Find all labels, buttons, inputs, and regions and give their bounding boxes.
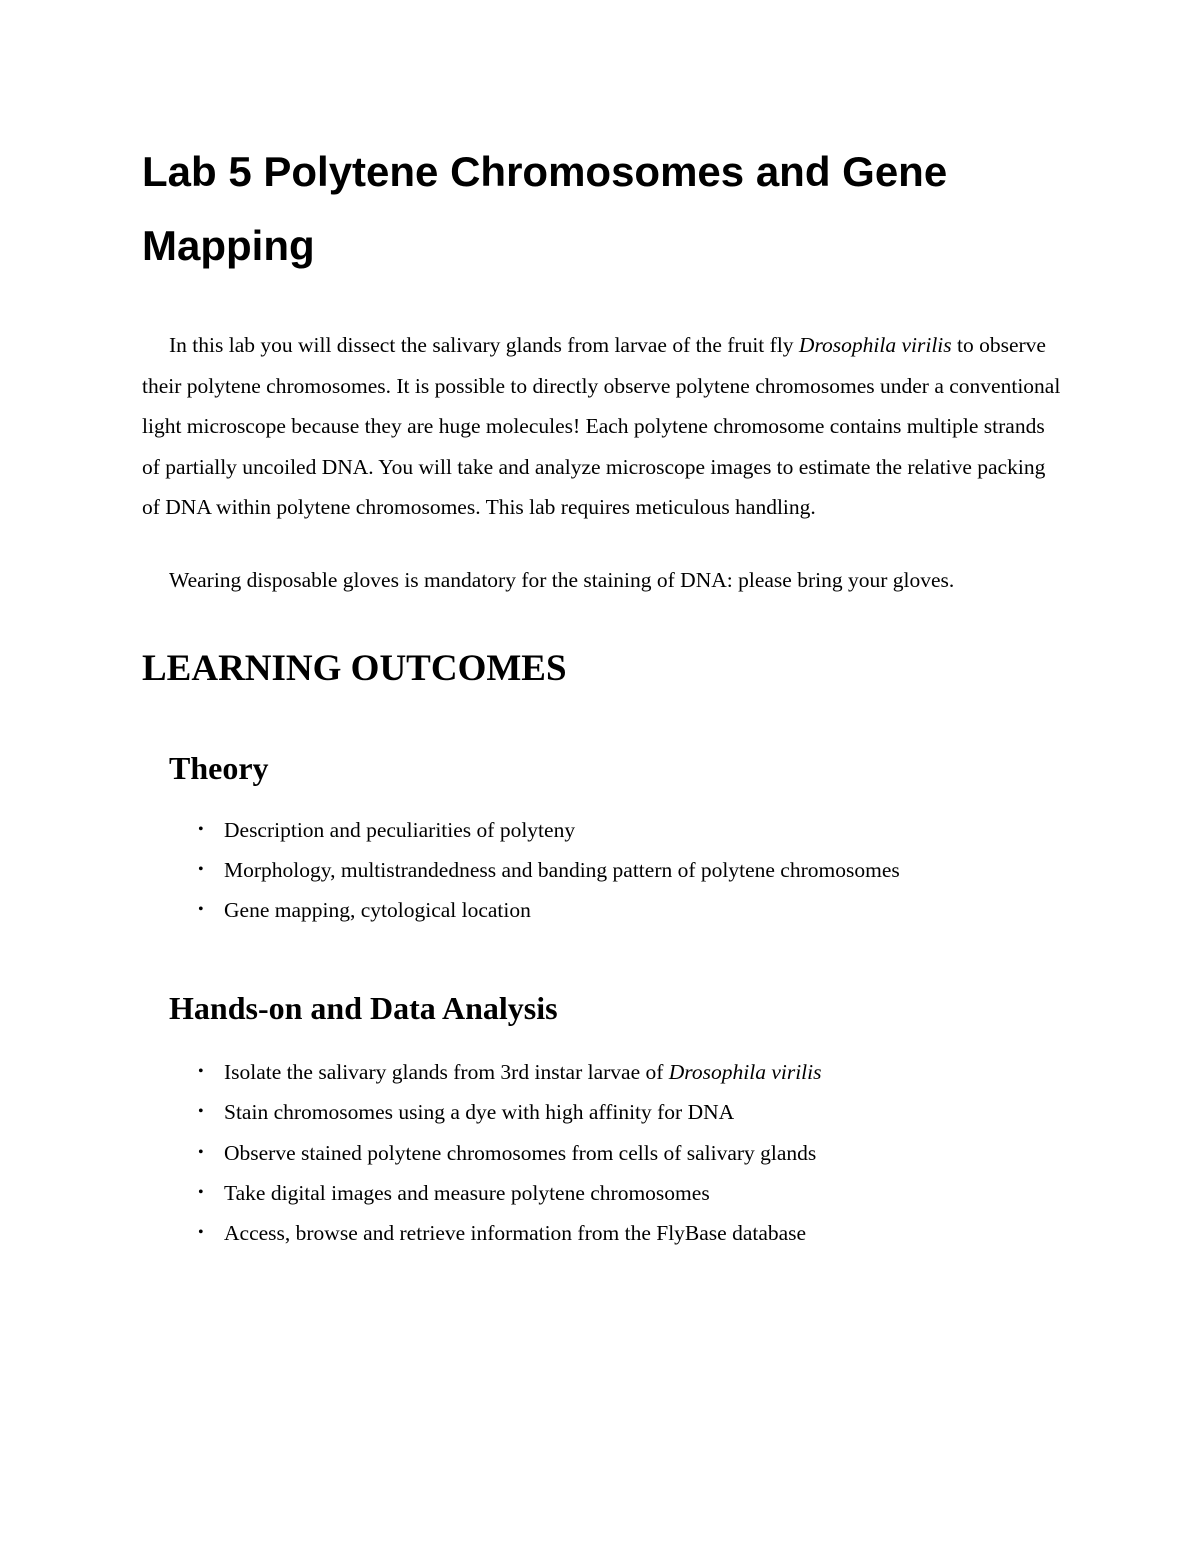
- intro-text-end: to observe their polytene chromosomes. It is possible to directly observe polytene chromosomes under a conventional light microscope because they are huge molecules! Each polytene chromosome contains multiple strands of partially uncoiled DNA. You will take and analyze microscope images to estimate the relative packing of DNA within polytene chromosomes. This lab requires meticulous handling.: [142, 333, 1061, 520]
- bullet-icon: •: [198, 1103, 204, 1121]
- list-item-text: Take digital images and measure polytene chromosomes: [224, 1181, 710, 1205]
- bullet-icon: •: [198, 1143, 204, 1161]
- intro-text-start: In this lab you will dissect the salivary glands from larvae of the fruit fly: [169, 333, 799, 357]
- theory-list: [142, 810, 1062, 931]
- theory-heading: Theory: [169, 749, 269, 786]
- list-item-text: Gene mapping, cytological location: [224, 898, 531, 923]
- bullet-icon: •: [198, 1062, 204, 1080]
- list-item: [198, 810, 1062, 850]
- bullet-icon: •: [198, 901, 204, 919]
- bullet-icon: •: [198, 860, 204, 878]
- list-item: [198, 1173, 1062, 1213]
- hands-on-heading: Hands-on and Data Analysis: [169, 989, 558, 1026]
- list-item: [198, 1133, 1062, 1173]
- list-item-text: Morphology, multistrandedness and banding pattern of polytene chromosomes: [224, 857, 900, 882]
- bullet-icon: •: [198, 1224, 204, 1242]
- intro-paragraph: [142, 325, 1062, 528]
- list-item: [198, 890, 1062, 930]
- list-item-text: Access, browse and retrieve information from the FlyBase database: [224, 1221, 807, 1246]
- list-item: [198, 1092, 1062, 1132]
- document-content: [142, 135, 1062, 1254]
- list-item-text: Description and peculiarities of polyteny: [224, 817, 576, 842]
- intro-species-name: Drosophila virilis: [798, 333, 952, 357]
- hands-on-list: [142, 1052, 1062, 1254]
- bullet-icon: •: [198, 1184, 204, 1201]
- list-item: [198, 850, 1062, 890]
- list-item-text: Isolate the salivary glands from 3rd instar larvae of: [224, 1059, 669, 1084]
- document-title: Lab 5 Polytene Chromosomes and Gene Mapping: [142, 148, 948, 269]
- list-item: [198, 1052, 1062, 1092]
- list-item: [198, 1213, 1062, 1253]
- bullet-icon: •: [198, 820, 204, 838]
- list-item-species-name: Drosophila virilis: [668, 1059, 822, 1084]
- gloves-note: Wearing disposable gloves is mandatory for the staining of DNA: please bring your gloves.: [169, 567, 955, 592]
- learning-outcomes-heading: LEARNING OUTCOMES: [142, 647, 567, 689]
- list-item-text: Stain chromosomes using a dye with high affinity for DNA: [224, 1100, 735, 1125]
- list-item-text: Observe stained polytene chromosomes from cells of salivary glands: [224, 1140, 817, 1165]
